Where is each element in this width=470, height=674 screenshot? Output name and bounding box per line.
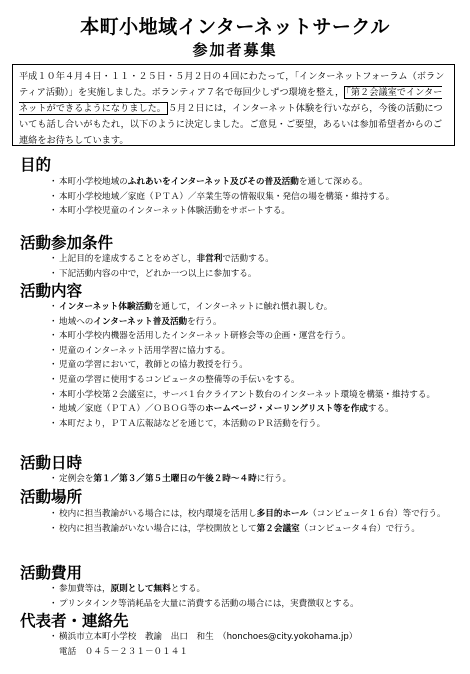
list-item: ・ 校内に担当教諭がいる場合には，校内環境を活用し多目的ホール（コンピュータ１６台）等で行う。 — [50, 507, 455, 522]
list-item: ・ 本町だより，ＰＴＡ広報誌などを通じて，本活動のＰＲ活動を行う。 — [50, 417, 455, 432]
dates-list — [50, 472, 455, 487]
list-item: ・ 本町小学校内機器を活用したインターネット研修会等の企画・運営を行う。 — [50, 329, 455, 344]
place-list — [50, 507, 455, 536]
list-item: ・ プリンタインク等消耗品を大量に消費する活動の場合には，実費徴収とする。 — [50, 597, 455, 612]
section-heading-cost: 活動費用 — [20, 564, 83, 582]
list-item: ・ 下記活動内容の中で，どれか一つ以上に参加する。 — [50, 267, 455, 282]
content-list — [50, 300, 455, 431]
list-item: ・ 児童の学習に使用するコンピュータの整備等の手伝いをする。 — [50, 373, 455, 388]
list-item: ・ 校内に担当教諭がいない場合には，学校開放として第２会議室（コンピュータ４台）で行う。 — [50, 522, 455, 537]
list-item: ・ 児童のインターネット活用学習に協力する。 — [50, 344, 455, 359]
phone-line: 電話 ０４５－２３１－０１４１ — [59, 646, 188, 657]
list-item: ・ 参加費等は，原則として無料とする。 — [50, 582, 455, 597]
list-item: ・ 上記目的を達成することをめざし，非営利で活動する。 — [50, 252, 455, 267]
intro-box — [12, 64, 455, 146]
contact-line: ・ 横浜市立本町小学校 教諭 出口 和生 （honchoes@city.yokohama.jp） — [50, 630, 455, 645]
list-item: ・ 地域／家庭（ＰＴＡ）／ＯＢＯＧ等のホームページ・メーリングリスト等を作成する。 — [50, 402, 455, 417]
list-item: ・ 児童の学習において，教師との協力教授を行う。 — [50, 358, 455, 373]
section-heading-dates: 活動日時 — [20, 454, 83, 472]
list-item: ・ 本町小学校児童のインターネット体験活動をサポートする。 — [50, 204, 455, 219]
intro-text-1: 平成１０年４月４日・１１・２５日・５月２日の４回にわたって，「インターネットフォーラム（ボランティア活動）」を実施しました。ボランティア７名で毎回少しずつ環境を整え， — [19, 71, 445, 98]
list-item: ・ インターネット体験活動を通して，インターネットに触れ慣れ親しむ。 — [50, 300, 455, 315]
cost-list — [50, 582, 455, 611]
list-item: ・ 本町小学校地域／家庭（ＰＴＡ）／卒業生等の情報収集・発信の場を構築・維持する。 — [50, 190, 455, 205]
list-item: ・ 本町小学校第２会議室に，サーバ１台クライアント数台のインターネット環境を構築・維持する。 — [50, 388, 455, 403]
section-heading-place: 活動場所 — [20, 488, 83, 506]
page-subtitle: 参加者募集 — [192, 41, 278, 59]
section-heading-conditions: 活動参加条件 — [20, 234, 114, 252]
section-heading-content: 活動内容 — [20, 282, 83, 300]
list-item: ・ 地域へのインターネット普及活動を行う。 — [50, 315, 455, 330]
intro-boxed-text: 「第２会議室でインターネットができるようになりました。 — [19, 87, 443, 114]
section-heading-purpose: 目的 — [20, 156, 52, 174]
page-title: 本町小地域インターネットサークル — [80, 16, 390, 38]
list-item: ・ 定例会を第１／第３／第５土曜日の午後２時～４時に行う。 — [50, 472, 455, 487]
purpose-list — [50, 175, 455, 219]
conditions-list — [50, 252, 455, 281]
contact-list — [50, 630, 455, 659]
list-item: ・ 本町小学校地域のふれあいをインターネット及びその普及活動を通して深める。 — [50, 175, 455, 190]
intro-text-2: ５月２日には，インターネット体験を行いながら，今後の活動についても話し合いがもたれ，以下のように決定しました。ご意見・ご要望，あるいは参加希望者からのご連絡をお待ちしています。 — [19, 103, 443, 146]
section-heading-contact: 代表者・連絡先 — [20, 612, 129, 630]
